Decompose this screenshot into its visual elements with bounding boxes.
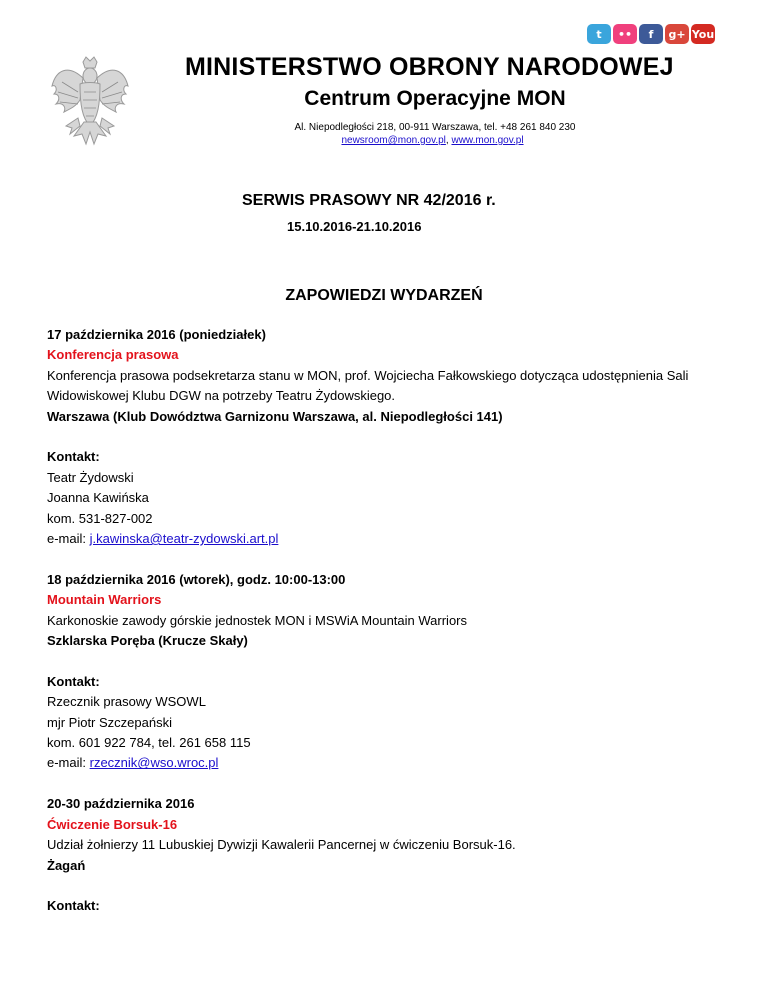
contact-line: Teatr Żydowski	[47, 469, 134, 485]
date-range: 15.10.2016-21.10.2016	[287, 219, 422, 234]
google-plus-icon[interactable]: g+	[665, 24, 689, 44]
address-line: Al. Niepodległości 218, 00-911 Warszawa, tel. +48 261 840 230	[294, 122, 576, 133]
contact-line: Joanna Kawińska	[47, 490, 149, 506]
contact-email-link[interactable]: j.kawinska@teatr-zydowski.art.pl	[89, 531, 279, 547]
contact-line: Rzecznik prasowy WSOWL	[47, 694, 206, 710]
contact-email-line	[47, 753, 737, 773]
event-description: Konferencja prasowa podsekretarza stanu w MON, prof. Wojciecha Fałkowskiego dotycząca udostępnienia Sali Widowiskowej Klubu DGW na potrzeby Teatru Żydowskiego.	[47, 367, 689, 404]
youtube-icon[interactable]: You	[691, 24, 715, 44]
newsroom-email-link[interactable]: newsroom@mon.gov.pl	[341, 135, 446, 146]
email-prefix: e-mail:	[47, 531, 90, 547]
event-title: Ćwiczenie Borsuk-16	[47, 816, 178, 832]
contact-line: mjr Piotr Szczepański	[47, 714, 172, 730]
contact-line: kom. 531-827-002	[47, 510, 153, 526]
facebook-icon[interactable]: f	[639, 24, 663, 44]
flickr-icon[interactable]: ••	[613, 24, 637, 44]
ministry-title: MINISTERSTWO OBRONY NARODOWEJ	[185, 53, 674, 81]
press-service-title: SERWIS PRASOWY NR 42/2016 r.	[242, 192, 496, 209]
twitter-icon[interactable]: t	[587, 24, 611, 44]
center-subtitle: Centrum Operacyjne MON	[304, 87, 566, 110]
section-title: ZAPOWIEDZI WYDARZEŃ	[285, 287, 483, 304]
contact-heading: Kontakt:	[47, 898, 100, 914]
website-link[interactable]: www.mon.gov.pl	[451, 135, 524, 146]
contact-email-link[interactable]: rzecznik@wso.wroc.pl	[89, 755, 219, 771]
contact-heading: Kontakt:	[47, 449, 100, 465]
event-date: 20-30 października 2016	[47, 796, 195, 812]
contact-links	[240, 134, 625, 147]
events-list	[47, 325, 737, 917]
event-location: Warszawa (Klub Dowództwa Garnizonu Warszawa, al. Niepodległości 141)	[47, 408, 503, 424]
event-description: Udział żołnierzy 11 Lubuskiej Dywizji Kawalerii Pancernej w ćwiczeniu Borsuk-16.	[47, 837, 516, 853]
email-prefix: e-mail:	[47, 755, 90, 771]
event-location: Szklarska Poręba (Krucze Skały)	[47, 633, 248, 649]
contact-email-line	[47, 529, 737, 549]
contact-heading: Kontakt:	[47, 673, 100, 689]
header	[185, 52, 674, 147]
social-icons	[587, 24, 715, 44]
contact-line: kom. 601 922 784, tel. 261 658 115	[47, 735, 251, 751]
event-title: Konferencja prasowa	[47, 347, 179, 363]
event-title: Mountain Warriors	[47, 592, 162, 608]
event-date: 17 października 2016 (poniedziałek)	[47, 327, 266, 342]
event-date: 18 października 2016 (wtorek), godz. 10:00-13:00	[47, 571, 346, 587]
event-location: Żagań	[47, 857, 86, 873]
link-separator: ,	[445, 135, 452, 146]
eagle-emblem-icon	[50, 56, 130, 148]
event-description: Karkonoskie zawody górskie jednostek MON i MSWiA Mountain Warriors	[47, 612, 467, 628]
